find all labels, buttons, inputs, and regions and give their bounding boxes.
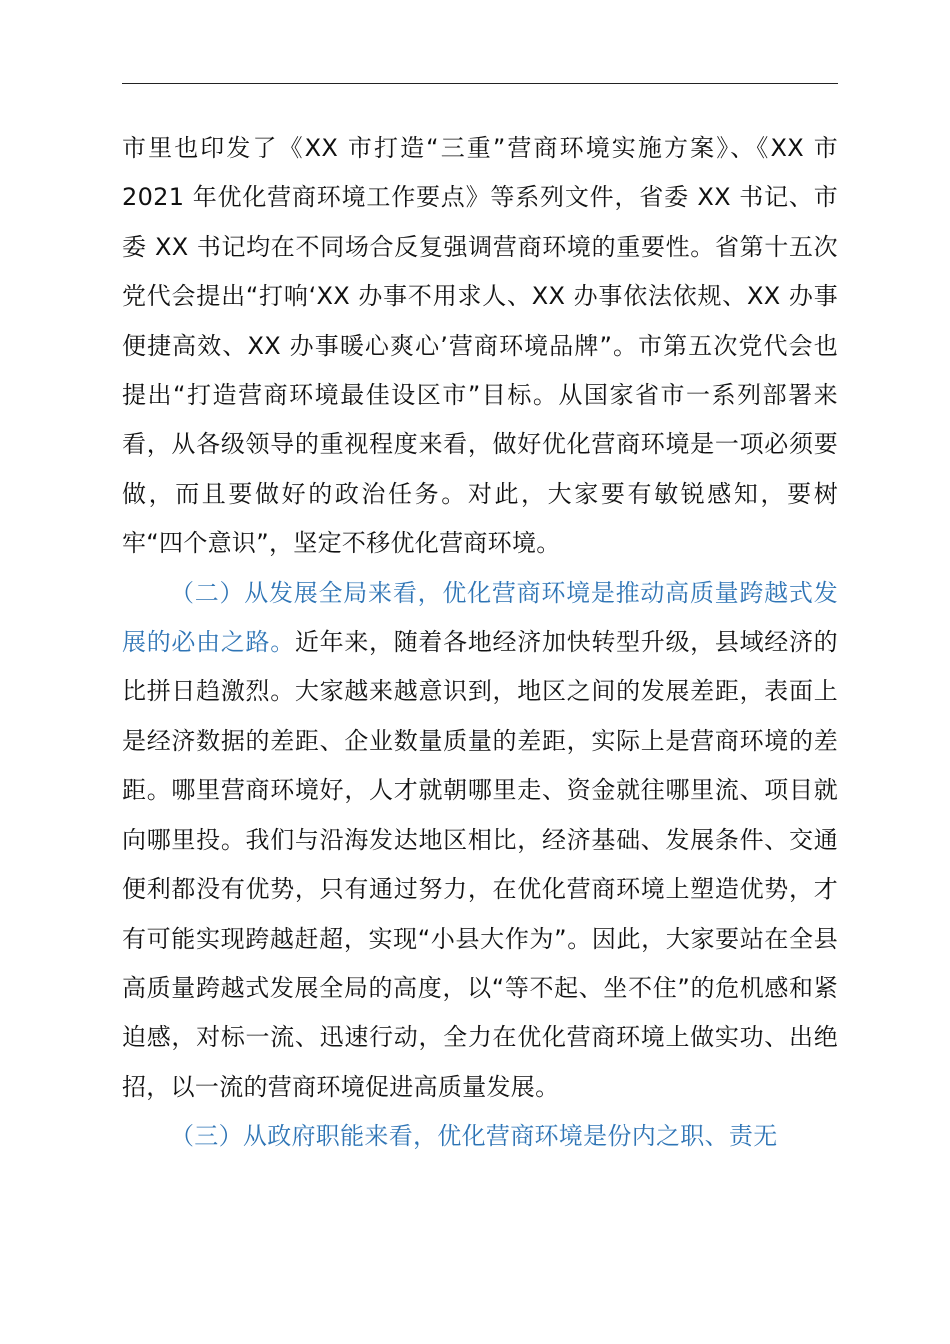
paragraph-continuation xyxy=(122,124,838,569)
paragraph-text: 近年来，随着各地经济加快转型升级，县域经济的比拼日趋激烈。大家越来越意识到，地区之间的发展差距，表面上是经济数据的差距、企业数量质量的差距，实际上是营商环境的差距。哪里营商环境好，人才就朝哪里走、资金就往哪里流、项目就向哪里投。我们与沿海发达地区相比，经济基础、发展条件、交通便利都没有优势，只有通过努力，在优化营商环境上塑造优势，才有可能实现跨越赶超，实现“小县大作为”。因此，大家要站在全县高质量跨越式发展全局的高度，以“等不起、坐不住”的危机感和紧迫感，对标一流、迅速行动，全力在优化营商环境上做实功、出绝招，以一流的营商环境促进高质量发展。 xyxy=(122,628,838,1101)
header-rule xyxy=(122,83,838,84)
paragraph-text: 市里也印发了《XX 市打造“三重”营商环境实施方案》、《XX 市 2021 年优化营商环境工作要点》等系列文件，省委 XX 书记、市委 XX 书记均在不同场合反复强调营商环境的重要性。省第十五次党代会提出“打响‘XX 办事不用求人、XX 办事依法依规、XX 办事便捷高效、XX 办事暖心爽心’营商环境品牌”。市第五次党代会也提出“打造营商环境最佳设区市”目标。从国家省市一系列部署来看，从各级领导的重视程度来看，做好优化营商环境是一项必须要做，而且要做好的政治任务。对此，大家要有敏锐感知，要树牢“四个意识”，坚定不移优化营商环境。 xyxy=(122,134,838,558)
paragraph-section-2 xyxy=(122,569,838,1112)
section-heading-2: （二）从发展全局来看，优化营商环境是推动高质量跨越式发展的必由之路。 xyxy=(122,578,838,657)
section-heading-3: （三）从政府职能来看，优化营商环境是份内之职、责无 xyxy=(170,1122,778,1151)
document-body xyxy=(122,124,838,1162)
paragraph-section-3 xyxy=(122,1112,838,1161)
